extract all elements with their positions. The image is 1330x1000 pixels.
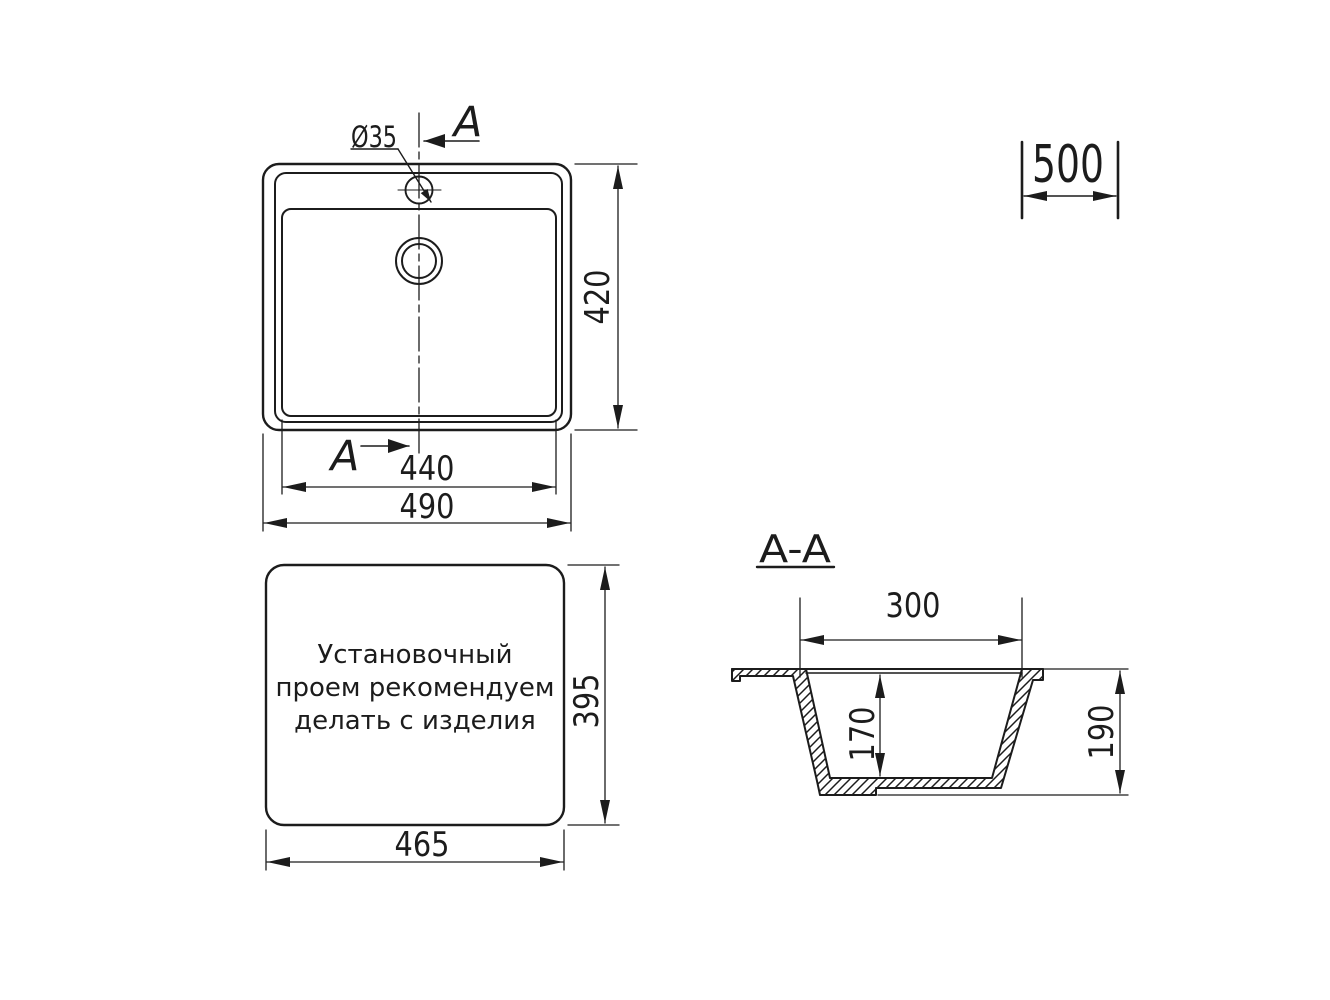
install-note-line-2: проем рекомендуем	[275, 673, 555, 703]
dim-395-text: 395	[567, 663, 607, 729]
dim-420-text: 420	[578, 259, 618, 325]
dim-190-text: 190	[1082, 694, 1122, 760]
hole-diameter-label: Ø35	[351, 120, 397, 154]
hole-leader-line	[398, 149, 431, 202]
dim-440-text: 440	[399, 449, 455, 489]
install-note-line-3: делать с изделия	[294, 706, 536, 736]
install-note-line-1: Установочный	[317, 640, 513, 670]
section-letter-top: A	[453, 97, 483, 147]
section-material-profile	[732, 669, 1043, 795]
section-letter-bottom: A	[330, 431, 360, 481]
section-title: A-A	[759, 527, 831, 571]
dim-300-text: 300	[885, 586, 941, 626]
dim-500-text: 500	[1032, 135, 1104, 195]
dim-465-text: 465	[394, 825, 450, 865]
dim-170-text: 170	[843, 696, 883, 762]
dim-490-text: 490	[399, 487, 455, 527]
